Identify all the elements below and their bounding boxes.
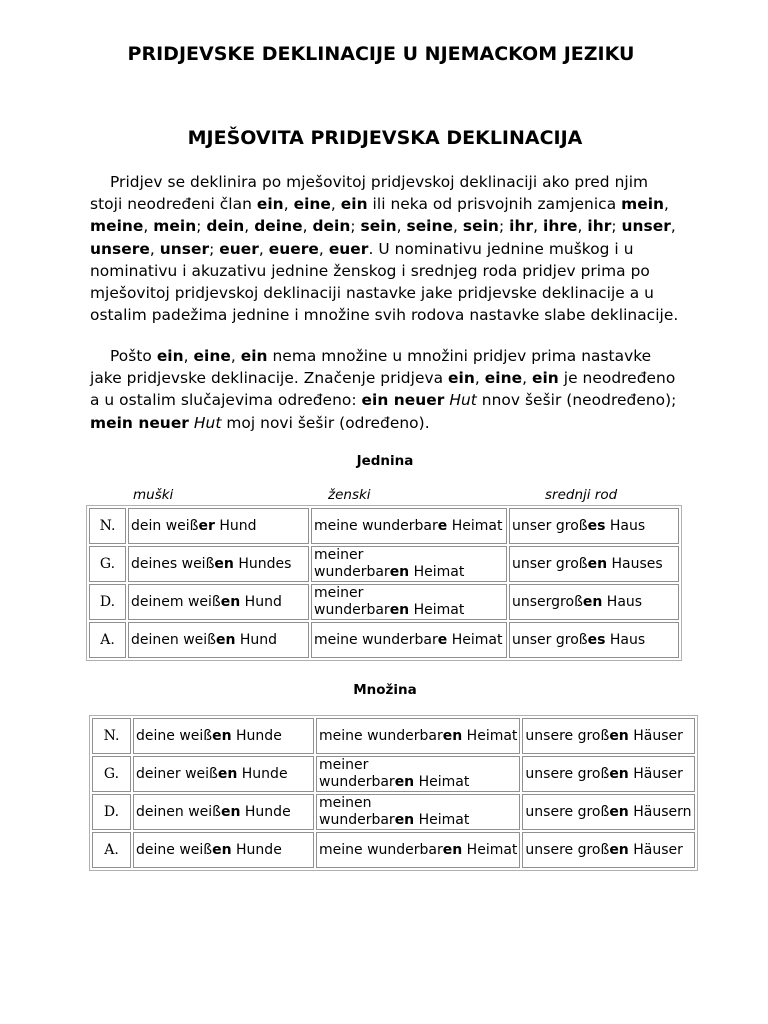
bold-term: e xyxy=(437,517,448,534)
bold-term: seine xyxy=(406,217,454,236)
bold-term: ein xyxy=(240,347,268,365)
text-run: deinen weiß xyxy=(136,803,221,820)
text-run: Hund xyxy=(240,593,282,610)
table-row xyxy=(92,718,695,754)
text-run: meine wunderbar xyxy=(319,727,443,744)
section-heading: MJEŠOVITA PRIDJEVSKA DEKLINACIJA xyxy=(187,127,583,149)
text-run: dein weiß xyxy=(131,517,199,534)
case-label: G. xyxy=(92,756,131,792)
neuter-cell xyxy=(522,718,694,754)
text-run: , xyxy=(230,347,241,365)
table-row xyxy=(92,756,695,792)
bold-term: en xyxy=(212,841,232,858)
bold-term: en xyxy=(214,555,234,572)
text-run: meine wunderbar xyxy=(314,631,438,648)
bold-term: er xyxy=(198,517,215,534)
text-run: Hauses xyxy=(607,555,663,572)
text-run: , xyxy=(318,239,329,258)
italic-term: Hut xyxy=(449,391,477,410)
plural-declension-table xyxy=(89,715,698,871)
text-run: , xyxy=(330,195,341,214)
text-run: ; xyxy=(611,217,622,236)
case-label: D. xyxy=(89,584,126,620)
feminine-cell xyxy=(311,584,507,620)
text-run: wunderbar xyxy=(314,602,390,618)
masculine-cell xyxy=(133,756,314,792)
bold-term: eine xyxy=(484,369,523,388)
case-label: G. xyxy=(89,546,126,582)
text-run: Haus xyxy=(605,517,646,534)
text-run: Haus xyxy=(605,631,646,648)
bold-term: es xyxy=(587,631,606,648)
case-label: A. xyxy=(89,622,126,658)
text-run: deinen weiß xyxy=(131,631,216,648)
text-run: Hunde xyxy=(237,765,288,782)
feminine-cell xyxy=(316,756,520,792)
neuter-cell xyxy=(522,756,694,792)
bold-term: ihr xyxy=(509,217,534,236)
text-run: ; xyxy=(498,217,510,236)
bold-term: ein xyxy=(256,195,284,214)
bold-term: mein xyxy=(153,217,197,236)
bold-term: en xyxy=(582,593,603,610)
neuter-cell xyxy=(509,584,679,620)
feminine-cell xyxy=(316,832,520,868)
text-run: Häuser xyxy=(628,765,683,782)
singular-declension-table xyxy=(86,505,682,661)
text-run: Heimat xyxy=(447,517,503,534)
case-label: A. xyxy=(92,832,131,868)
bold-term: en xyxy=(215,631,236,648)
bold-term: en xyxy=(212,727,232,744)
bold-term: ein neuer xyxy=(361,391,445,410)
bold-term: es xyxy=(587,517,606,534)
column-header-feminine: ženski xyxy=(328,487,371,503)
plural-table-title: Množina xyxy=(353,682,417,698)
bold-term: en xyxy=(394,812,415,828)
text-run: ili neka od prisvojnih zamjenica xyxy=(367,195,622,214)
bold-term: dein xyxy=(206,217,245,236)
text-run: , xyxy=(396,217,407,236)
bold-term: en xyxy=(389,564,410,580)
text-run: meine wunderbar xyxy=(319,841,443,858)
text-run: meinen xyxy=(319,795,372,811)
text-run: nnov šešir (neodređeno); xyxy=(476,391,677,410)
bold-term: en xyxy=(609,803,629,820)
bold-term: ein xyxy=(448,369,475,388)
text-run: nema množine u množini pridjev prima nastavke jake pridjevske deklinacije. Značenje pridjeva xyxy=(90,347,652,388)
table-row xyxy=(92,794,695,830)
masculine-cell xyxy=(133,832,314,868)
feminine-cell xyxy=(311,546,507,582)
text-run: , xyxy=(244,217,255,236)
text-run: ; xyxy=(350,217,361,236)
text-run: , xyxy=(474,369,485,388)
italic-term: Hut xyxy=(193,413,222,432)
text-run: , xyxy=(664,195,669,214)
bold-term: eine xyxy=(193,347,231,365)
paragraph-plural-text xyxy=(90,347,676,432)
feminine-cell xyxy=(316,794,520,830)
bold-term: ihre xyxy=(543,217,578,236)
masculine-cell xyxy=(128,622,309,658)
text-run: ; xyxy=(209,239,220,258)
text-run: meiner xyxy=(314,585,364,601)
text-run: unsere groß xyxy=(525,841,610,858)
text-run: deinem weiß xyxy=(131,593,221,610)
neuter-cell xyxy=(509,546,679,582)
bold-term: en xyxy=(394,774,415,790)
singular-table-body xyxy=(89,508,679,658)
text-run: Heimat xyxy=(414,812,470,828)
bold-term: en xyxy=(220,593,241,610)
table-row xyxy=(92,832,695,868)
table-row xyxy=(89,546,679,582)
text-run: wunderbar xyxy=(319,812,395,828)
paragraph-plural-note xyxy=(90,345,680,434)
text-run: deine weiß xyxy=(136,727,213,744)
bold-term: en xyxy=(389,602,410,618)
bold-term: unsere xyxy=(90,239,150,258)
text-run: Haus xyxy=(602,593,643,610)
column-header-masculine: muški xyxy=(133,487,174,503)
text-run: Heimat xyxy=(409,602,465,618)
text-run: , xyxy=(149,239,160,258)
bold-term: en xyxy=(217,765,238,782)
text-run: Heimat xyxy=(462,727,518,744)
document-title: PRIDJEVSKE DEKLINACIJE U NJEMACKOM JEZIKU xyxy=(127,43,635,65)
text-run: deines weiß xyxy=(131,555,215,572)
neuter-cell xyxy=(522,794,694,830)
table-row xyxy=(89,584,679,620)
singular-table-title: Jednina xyxy=(356,453,414,469)
masculine-cell xyxy=(133,718,314,754)
text-run: Heimat xyxy=(462,841,518,858)
bold-term: deine xyxy=(254,217,303,236)
bold-term: en xyxy=(609,765,629,782)
neuter-cell xyxy=(509,622,679,658)
bold-term: sein xyxy=(360,217,397,236)
bold-term: ihr xyxy=(587,217,612,236)
text-run: Häuser xyxy=(628,841,683,858)
case-label: D. xyxy=(92,794,131,830)
bold-term: ein xyxy=(340,195,368,214)
bold-term: meine xyxy=(90,217,144,236)
text-run: unser groß xyxy=(512,555,588,572)
bold-term: e xyxy=(437,631,448,648)
masculine-cell xyxy=(128,546,309,582)
text-run: , xyxy=(453,217,463,236)
bold-term: sein xyxy=(462,217,499,236)
text-run: Heimat xyxy=(447,631,503,648)
case-label: N. xyxy=(89,508,126,544)
bold-term: euere xyxy=(268,239,319,258)
text-run: , xyxy=(183,347,194,365)
text-run: , xyxy=(577,217,588,236)
text-run: , xyxy=(283,195,294,214)
plural-table-body xyxy=(92,718,695,868)
masculine-cell xyxy=(128,584,309,620)
masculine-cell xyxy=(128,508,309,544)
bold-term: euer xyxy=(328,239,369,258)
text-run: unsere groß xyxy=(525,727,610,744)
paragraph-intro xyxy=(90,171,680,326)
text-run: unsere groß xyxy=(525,765,610,782)
text-run: , xyxy=(522,369,532,388)
bold-term: mein xyxy=(621,195,665,214)
text-run: unsergroß xyxy=(512,593,583,610)
text-run: Hunde xyxy=(231,727,282,744)
bold-term: en xyxy=(442,841,463,858)
text-run: Häusern xyxy=(628,803,692,820)
text-run: , xyxy=(302,217,313,236)
text-run: . U nominativu jednine muškog i u nominativu i akuzativu jednine ženskog i srednjeg roda pridjev prima po mješovitoj pridjevskoj deklinaciji nastavke jake pridjevske deklinacije a u ostalim padežima jednine i množine svih rodova nastavke slabe deklinacije. xyxy=(90,239,679,325)
bold-term: unser xyxy=(159,239,210,258)
text-run: wunderbar xyxy=(319,774,395,790)
text-run: deiner weiß xyxy=(136,765,218,782)
table-row xyxy=(89,508,679,544)
text-run: , xyxy=(143,217,154,236)
text-run: Hund xyxy=(235,631,278,648)
text-run: Heimat xyxy=(414,774,470,790)
neuter-cell xyxy=(522,832,694,868)
feminine-cell xyxy=(311,622,507,658)
text-run: wunderbar xyxy=(314,564,390,580)
text-run: , xyxy=(533,217,544,236)
neuter-cell xyxy=(509,508,679,544)
bold-term: ein xyxy=(156,347,184,365)
bold-term: en xyxy=(587,555,608,572)
text-run: Hund xyxy=(214,517,257,534)
text-run: meine wunderbar xyxy=(314,517,438,534)
text-run: , xyxy=(670,217,676,236)
text-run: unser groß xyxy=(512,517,588,534)
text-run: unser groß xyxy=(512,631,588,648)
column-header-neuter: srednji rod xyxy=(545,487,618,503)
masculine-cell xyxy=(133,794,314,830)
text-run: Pošto xyxy=(110,347,157,365)
case-label: N. xyxy=(92,718,131,754)
bold-term: en xyxy=(609,727,629,744)
bold-term: en xyxy=(220,803,241,820)
bold-term: en xyxy=(609,841,629,858)
text-run: meiner xyxy=(319,757,369,773)
text-run: meiner xyxy=(314,547,364,563)
feminine-cell xyxy=(316,718,520,754)
paragraph-intro-text xyxy=(90,173,678,324)
text-run: je neodređeno a u ostalim slučajevima određeno: xyxy=(90,369,676,410)
bold-term: eine xyxy=(293,195,331,214)
text-run: ; xyxy=(196,217,207,236)
text-run: Hunde xyxy=(231,841,282,858)
text-run: Heimat xyxy=(409,564,465,580)
bold-term: mein neuer xyxy=(90,413,189,432)
text-run: , xyxy=(258,239,269,258)
bold-term: unser xyxy=(621,217,671,236)
bold-term: en xyxy=(442,727,463,744)
text-run: deine weiß xyxy=(136,841,213,858)
bold-term: euer xyxy=(219,239,259,258)
text-run: unsere groß xyxy=(525,803,610,820)
table-row xyxy=(89,622,679,658)
text-run: Häuser xyxy=(628,727,683,744)
feminine-cell xyxy=(311,508,507,544)
bold-term: dein xyxy=(312,217,351,236)
text-run: Pridjev se deklinira po mješovitoj pridjevskoj deklinaciji ako pred njim stoji neodređeni član xyxy=(90,173,649,214)
bold-term: ein xyxy=(531,369,559,388)
text-run: moj novi šešir (određeno). xyxy=(221,413,430,432)
text-run: Hundes xyxy=(233,555,292,572)
text-run: Hunde xyxy=(240,803,291,820)
